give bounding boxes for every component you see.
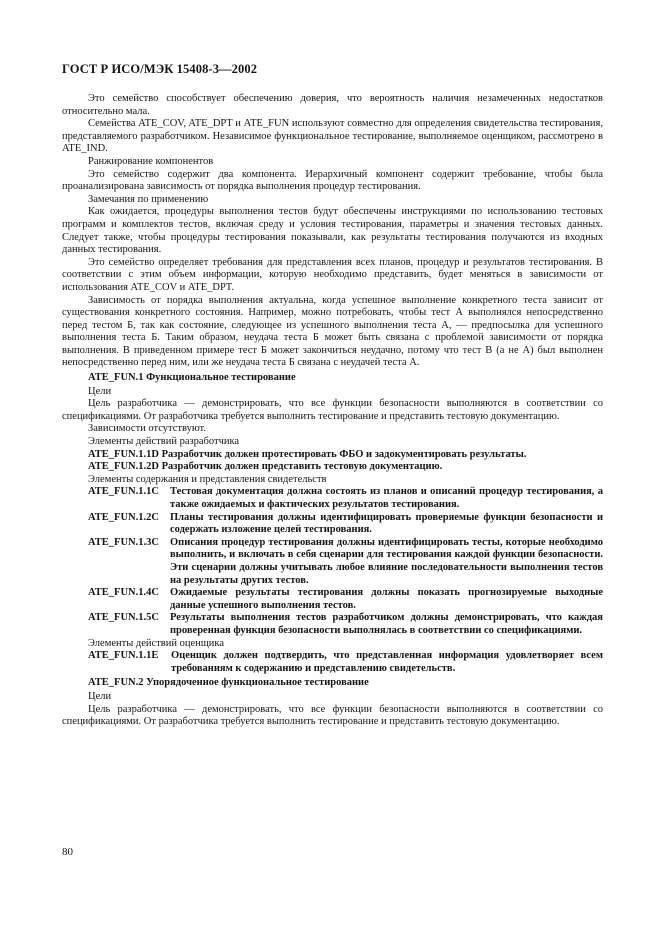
- subheading: Цели: [88, 690, 112, 702]
- element-id: ATE_FUN.1.4C: [88, 587, 159, 599]
- element-id: ATE_FUN.1.2C: [88, 511, 159, 523]
- paragraph: Это семейство содержит два компонента. Иерархичный компонент содержит требование, чтобы была проанализирована зависимость от порядка выполнения процедур тестирования.: [62, 168, 603, 193]
- paragraph: Зависимость от порядка выполнения актуальна, когда успешное выполнение конкретного теста зависит от существования конкретного состояния. Например, можно потребовать, чтобы тест А выполнялся непосредственно перед тестом Б, так как состояние, следующее из успешного выполнения теста А, — предпосылка для успешного выполнения теста Б. Таким образом, неудача теста Б может быть связана с проблемой зависимости от порядка выполнения. В приведенном примере тест Б может закончиться неудачно, потому что тест В (а не А) был выполнен непосредственно перед ним, или же неудача теста Б связана с неудачей теста А.: [62, 294, 603, 369]
- element-id: ATE_FUN.1.1C: [88, 486, 159, 498]
- element-ate-fun-1-4c: [62, 587, 603, 612]
- element-ate-fun-1-2d: ATE_FUN.1.2D Разработчик должен представить тестовую документацию.: [88, 461, 443, 473]
- page-number: 80: [62, 846, 73, 858]
- element-ate-fun-1-5c: [62, 612, 603, 637]
- subheading: Элементы действий разработчика: [88, 436, 240, 448]
- paragraph: Семейства ATE_COV, ATE_DPT и ATE_FUN используют совместно для определения свидетельства тестирования, представляемого разработчиком. Независимое функциональное тестирование, выполняемое оценщиком, рассмотрено в ATE_IND.: [62, 118, 603, 155]
- section-heading-fun1: ATE_FUN.1 Функциональное тестирование: [88, 372, 296, 384]
- element-ate-fun-1-1e: [62, 650, 603, 675]
- element-ate-fun-1-3c: [62, 537, 603, 587]
- subheading: Ранжирование компонентов: [88, 155, 214, 167]
- paragraph: Это семейство способствует обеспечению доверия, что вероятность наличия незамеченных недостатков относительно мала.: [62, 93, 603, 117]
- element-text: Описания процедур тестирования должны идентифицировать тесты, которые необходимо выполнить, и включать в себя сценарии для тестирования каждой функции безопасности. Эти сценарии должны учитывать любое влияние последовательности выполнения тестов на результаты других тестов.: [170, 536, 603, 586]
- page-content: [62, 93, 603, 729]
- element-text: Результаты выполнения тестов разработчиком должны демонстрировать, что каждая проверенная функция безопасности выполнялась в соответствии со спецификациями.: [170, 612, 603, 636]
- element-id: ATE_FUN.1.5C: [88, 612, 159, 624]
- subheading: Элементы действий оценщика: [88, 637, 225, 649]
- section-heading-fun2: ATE_FUN.2 Упорядоченное функциональное тестирование: [88, 677, 369, 689]
- subheading: Цели: [88, 385, 112, 397]
- element-id: ATE_FUN.1.3C: [88, 536, 159, 548]
- element-id: ATE_FUN.1.1E: [88, 650, 159, 662]
- element-text: Планы тестирования должны идентифицировать проверяемые функции безопасности и содержать изложение целей тестирования.: [170, 511, 603, 536]
- paragraph: Цель разработчика — демонстрировать, что все функции безопасности выполняются в соответствии со спецификациями. От разработчика требуется выполнить тестирование и представить тестовую документацию.: [62, 703, 603, 728]
- element-ate-fun-1-2c: [62, 512, 603, 537]
- element-text: Тестовая документация должна состоять из планов и описаний процедур тестирования, а также ожидаемых и фактических результатов тестирования.: [170, 486, 603, 510]
- paragraph: Это семейство определяет требования для представления всех планов, процедур и результатов тестирования. В соответствии с этим объем информации, которую необходимо представить, будет меняться в зависимости от использования ATE_COV и ATE_DPT.: [62, 256, 603, 293]
- element-ate-fun-1-1d: ATE_FUN.1.1D Разработчик должен протестировать ФБО и задокументировать результаты.: [88, 448, 527, 460]
- element-ate-fun-1-1c: [62, 486, 603, 511]
- subheading: Замечания по применению: [88, 193, 209, 205]
- subheading: Элементы содержания и представления свидетельств: [88, 473, 327, 485]
- page-header: ГОСТ Р ИСО/МЭК 15408-3—2002: [62, 62, 258, 76]
- paragraph: Как ожидается, процедуры выполнения тестов будут обеспечены инструкциями по использованию тестовых программ и комплектов тестов, включая среду и условия тестирования, параметры и значения тестовых данных. Следует также, чтобы процедуры тестирования показывали, как результаты тестирования получаются из входных данных тестирования.: [62, 206, 603, 256]
- paragraph: Зависимости отсутствуют.: [88, 423, 206, 435]
- element-text: Ожидаемые результаты тестирования должны показать прогнозируемые выходные данные успешного выполнения тестов.: [170, 587, 603, 611]
- element-text: Оценщик должен подтвердить, что представленная информация удовлетворяет всем требованиям к содержанию и представлению свидетельств.: [171, 650, 603, 674]
- paragraph: Цель разработчика — демонстрировать, что все функции безопасности выполняются в соответствии со спецификациями. От разработчика требуется выполнить тестирование и представить тестовую документацию.: [62, 398, 603, 422]
